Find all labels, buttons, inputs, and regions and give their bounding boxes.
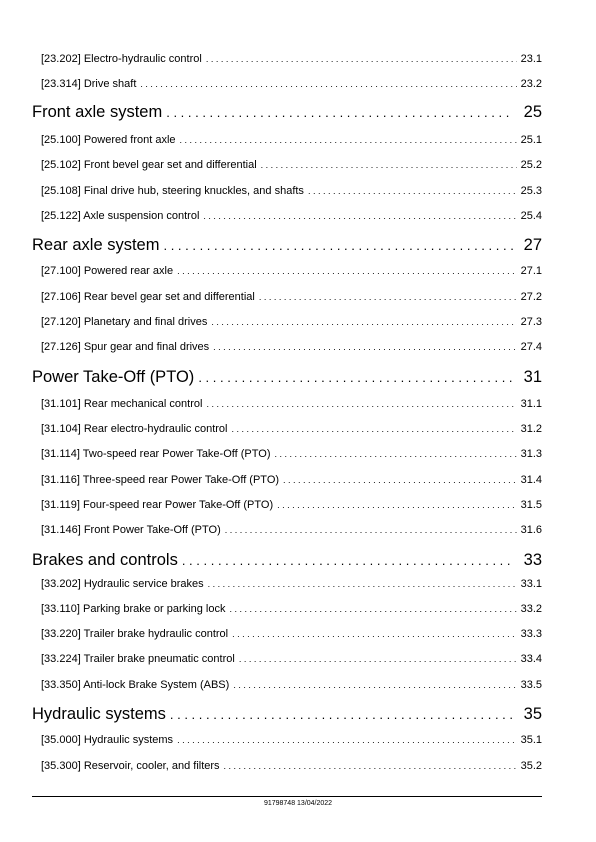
toc-entry-title: [35.300] Reservoir, cooler, and filters: [41, 760, 220, 772]
toc-page-number: 31.1: [520, 398, 542, 410]
toc-page-number: 25.1: [520, 134, 542, 146]
toc-entry[interactable]: [41, 397, 542, 411]
toc-entry-title: [33.350] Anti-lock Brake System (ABS): [41, 679, 230, 691]
toc-entry-title: [25.100] Powered front axle: [41, 134, 176, 146]
dot-leader: [239, 652, 517, 666]
dot-leader: [177, 264, 516, 278]
toc-page-number: 25.3: [520, 185, 542, 197]
toc-page-number: 27: [523, 236, 542, 254]
toc-entry-title: [33.110] Parking brake or parking lock: [41, 603, 226, 615]
dot-leader: [180, 133, 517, 147]
toc-page-number: 33.1: [520, 578, 542, 590]
toc-page-number: 27.3: [520, 316, 542, 328]
toc-entry[interactable]: [41, 652, 542, 666]
toc-entry-title: [33.220] Trailer brake hydraulic control: [41, 628, 229, 640]
toc-entry-title: [27.106] Rear bevel gear set and differential: [41, 291, 255, 303]
toc-entry-title: [27.120] Planetary and final drives: [41, 316, 208, 328]
toc-page-number: 33: [523, 551, 542, 569]
dot-leader: [198, 366, 514, 388]
toc-page-number: 33.3: [520, 628, 542, 640]
toc-entry-title: [31.114] Two-speed rear Power Take-Off (PTO): [41, 448, 271, 460]
dot-leader: [259, 290, 517, 304]
toc-page-number: 31.4: [520, 474, 542, 486]
toc-section-heading[interactable]: [32, 549, 542, 571]
dot-leader: [163, 234, 514, 256]
toc-entry[interactable]: [41, 209, 542, 223]
toc-entry-title: [23.202] Electro-hydraulic control: [41, 53, 202, 65]
footer-divider: [32, 796, 542, 797]
dot-leader: [203, 209, 516, 223]
dot-leader: [166, 101, 514, 123]
dot-leader: [232, 627, 516, 641]
toc-entry-title: [23.314] Drive shaft: [41, 78, 137, 90]
toc-entry-title: [33.224] Trailer brake pneumatic control: [41, 653, 235, 665]
toc-page-number: 27.2: [520, 291, 542, 303]
toc-page-number: 31: [523, 368, 542, 386]
dot-leader: [177, 733, 517, 747]
dot-leader: [225, 523, 517, 537]
toc-entry[interactable]: [41, 602, 542, 616]
toc-entry[interactable]: [41, 290, 542, 304]
toc-page-number: 31.3: [520, 448, 542, 460]
toc-page-number: 25.4: [520, 210, 542, 222]
toc-section-heading[interactable]: [32, 703, 542, 725]
toc-entry-title: [31.116] Three-speed rear Power Take-Off (PTO): [41, 474, 280, 486]
toc-entry[interactable]: [41, 184, 542, 198]
toc-page-number: 31.2: [520, 423, 542, 435]
dot-leader: [213, 340, 516, 354]
toc-entry[interactable]: [41, 158, 542, 172]
dot-leader: [308, 184, 517, 198]
toc-page-number: 25: [523, 103, 542, 121]
toc-entry[interactable]: [41, 577, 542, 591]
toc-entry[interactable]: [41, 340, 542, 354]
toc-page-number: 35.2: [520, 760, 542, 772]
toc-entry[interactable]: [41, 422, 542, 436]
dot-leader: [170, 703, 514, 725]
toc-entry[interactable]: [41, 315, 542, 329]
toc-section-heading[interactable]: [32, 101, 542, 123]
toc-entry-title: [31.104] Rear electro-hydraulic control: [41, 423, 228, 435]
dot-leader: [140, 77, 516, 91]
toc-entry[interactable]: [41, 627, 542, 641]
toc-page-number: 31.6: [520, 524, 542, 536]
toc-section-heading[interactable]: [32, 234, 542, 256]
toc-page-number: 33.4: [520, 653, 542, 665]
footer-document-number: 91798748 13/04/2022: [263, 800, 333, 807]
toc-entry[interactable]: [41, 678, 542, 692]
dot-leader: [206, 52, 517, 66]
toc-page-number: 23.1: [520, 53, 542, 65]
toc-entry-title: [35.000] Hydraulic systems: [41, 734, 174, 746]
toc-entry-title: Hydraulic systems: [32, 705, 166, 723]
dot-leader: [231, 422, 516, 436]
toc-page-number: 35.1: [520, 734, 542, 746]
toc-entry[interactable]: [41, 473, 542, 487]
toc-entry-title: [33.202] Hydraulic service brakes: [41, 578, 204, 590]
toc-entry[interactable]: [41, 733, 542, 747]
toc-entry[interactable]: [41, 759, 542, 773]
dot-leader: [233, 678, 516, 692]
toc-entry-title: Front axle system: [32, 103, 163, 121]
toc-page-number: 27.4: [520, 341, 542, 353]
toc-entry[interactable]: [41, 264, 542, 278]
dot-leader: [229, 602, 516, 616]
dot-leader: [277, 498, 516, 512]
toc-page-number: 27.1: [520, 265, 542, 277]
toc-entry-title: [25.108] Final drive hub, steering knuckles, and shafts: [41, 185, 304, 197]
toc-page-number: 35: [523, 705, 542, 723]
toc-section-heading[interactable]: [32, 366, 542, 388]
toc-page-number: 23.2: [520, 78, 542, 90]
toc-entry[interactable]: [41, 447, 542, 461]
toc-page-number: 31.5: [520, 499, 542, 511]
toc-entry[interactable]: [41, 523, 542, 537]
dot-leader: [208, 577, 517, 591]
toc-entry-title: Brakes and controls: [32, 551, 178, 569]
toc-page-number: 25.2: [520, 159, 542, 171]
toc-entry-title: [25.122] Axle suspension control: [41, 210, 200, 222]
toc-entry[interactable]: [41, 77, 542, 91]
toc-entry-title: [25.102] Front bevel gear set and differential: [41, 159, 257, 171]
dot-leader: [211, 315, 516, 329]
toc-entry-title: [27.126] Spur gear and final drives: [41, 341, 210, 353]
toc-page-number: 33.2: [520, 603, 542, 615]
dot-leader: [274, 447, 516, 461]
toc-entry[interactable]: [41, 52, 542, 66]
dot-leader: [283, 473, 517, 487]
toc-entry-title: [31.119] Four-speed rear Power Take-Off (PTO): [41, 499, 274, 511]
toc-entry[interactable]: [41, 498, 542, 512]
toc-page-number: 33.5: [520, 679, 542, 691]
toc-entry-title: Power Take-Off (PTO): [32, 368, 195, 386]
toc-entry-title: Rear axle system: [32, 236, 160, 254]
toc-entry-title: [31.101] Rear mechanical control: [41, 398, 203, 410]
toc-entry-title: [27.100] Powered rear axle: [41, 265, 174, 277]
dot-leader: [261, 158, 517, 172]
dot-leader: [182, 549, 514, 571]
toc-entry-title: [31.146] Front Power Take-Off (PTO): [41, 524, 221, 536]
dot-leader: [224, 759, 517, 773]
dot-leader: [206, 397, 516, 411]
toc-entry[interactable]: [41, 133, 542, 147]
